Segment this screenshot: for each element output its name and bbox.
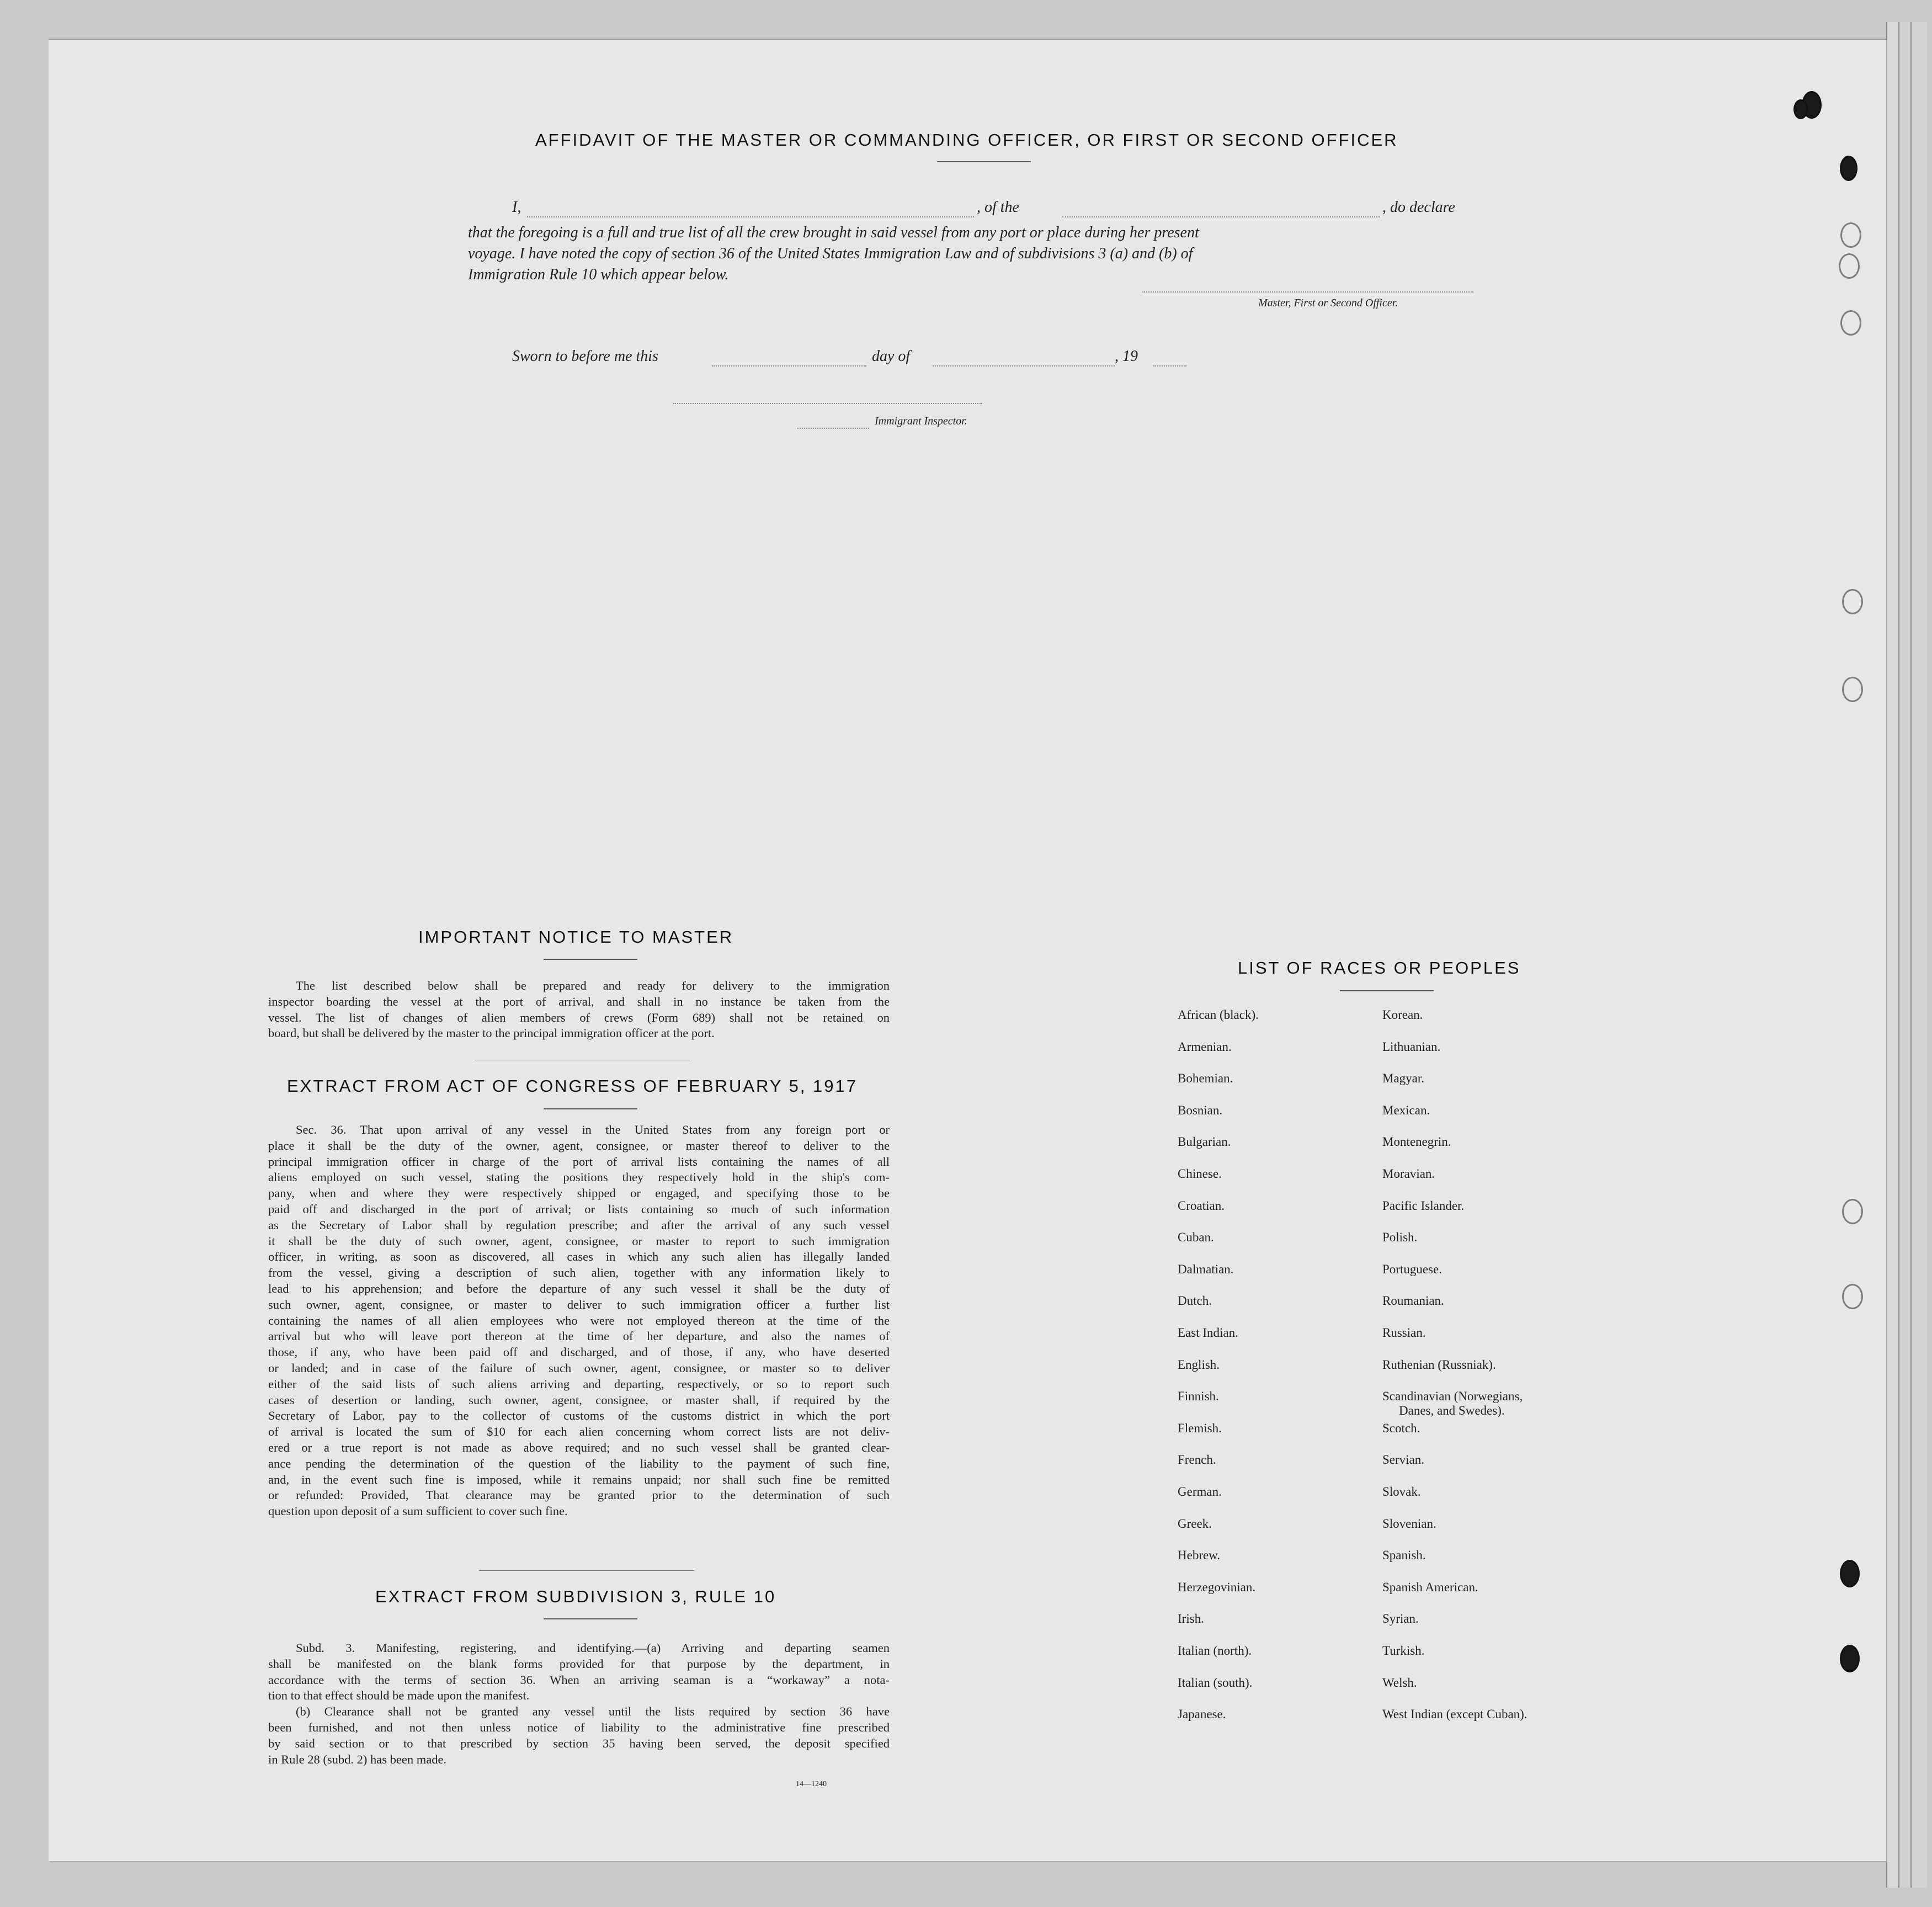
races-divider [1340, 990, 1434, 991]
race-item: Armenian. [1178, 1039, 1232, 1054]
text-line: those, if any, who have been paid off and discharged, and of those, if any, who have deserted [268, 1345, 890, 1359]
text-line: containing the names of all alien employees who were not employed thereon at the time of the [268, 1313, 890, 1327]
race-item: Finnish. [1178, 1389, 1219, 1404]
race-item: Moravian. [1382, 1167, 1435, 1181]
race-item: East Indian. [1178, 1326, 1238, 1340]
race-item: Slovenian. [1382, 1516, 1436, 1531]
notice-title: IMPORTANT NOTICE TO MASTER [418, 927, 734, 947]
race-item: Japanese. [1178, 1707, 1226, 1722]
race-item: Croatian. [1178, 1198, 1225, 1213]
name-fill-line [527, 216, 974, 217]
race-item: Korean. [1382, 1008, 1423, 1022]
binder-hole-icon [1840, 156, 1858, 181]
sworn-year: , 19 [1115, 348, 1138, 365]
form-number: 14—1240 [796, 1780, 827, 1788]
sworn-prefix: Sworn to before me this [512, 348, 658, 365]
text-line: and, in the event such fine is imposed, while it remains unpaid; nor shall such fine be remitted [268, 1472, 890, 1486]
text-line: from the vessel, giving a description of such alien, together with any information likely to [268, 1266, 890, 1280]
races-title: LIST OF RACES OR PEOPLES [1238, 958, 1521, 978]
text-line: board, but shall be delivered by the master to the principal immigration officer at the port. [268, 1026, 715, 1040]
race-item: Lithuanian. [1382, 1039, 1441, 1054]
race-item-continuation: Danes, and Swedes). [1399, 1404, 1505, 1418]
text-line: lead to his apprehension; and before the departure of any such vessel it shall be the duty of [268, 1281, 890, 1295]
race-item: Scandinavian (Norwegians, [1382, 1389, 1523, 1404]
race-item: Ruthenian (Russniak). [1382, 1357, 1496, 1372]
race-item: African (black). [1178, 1008, 1259, 1022]
text-line: such owner, agent, consignee, or master to deliver to such immigration officer a further list [268, 1297, 890, 1311]
race-item: Irish. [1178, 1612, 1204, 1626]
affidavit-of-the: , of the [977, 199, 1019, 216]
vessel-fill-line [1062, 216, 1380, 217]
race-item: Bulgarian. [1178, 1135, 1231, 1149]
race-item: Portuguese. [1382, 1262, 1442, 1276]
race-item: Pacific Islander. [1382, 1198, 1465, 1213]
binder-hole-icon [1793, 99, 1808, 119]
sworn-year-fill-line [1153, 365, 1186, 366]
text-line: been furnished, and not then unless notice of liability to the administrative fine prescribed [268, 1720, 890, 1734]
text-line: ance pending the determination of the question of the liability to the payment of such fine, [268, 1456, 890, 1470]
inspector-signature-line [673, 403, 982, 404]
text-line: ered or a true report is not made as above required; and no such vessel shall be granted clear- [268, 1440, 890, 1454]
race-item: Welsh. [1382, 1675, 1417, 1690]
notice-body [268, 978, 890, 1042]
text-line: or refunded: Provided, That clearance may be granted prior to the determination of such [268, 1488, 890, 1502]
race-item: Polish. [1382, 1230, 1418, 1245]
text-line: question upon deposit of a sum sufficient to cover such fine. [268, 1504, 568, 1518]
text-line: arrival but who will leave port thereon at the time of her departure, and also the names of [268, 1329, 890, 1343]
act-extract-title: EXTRACT FROM ACT OF CONGRESS OF FEBRUARY 5, 1917 [287, 1076, 858, 1096]
page-edge-1 [1886, 22, 1899, 1888]
text-line: in Rule 28 (subd. 2) has been made. [268, 1752, 447, 1766]
binder-hole-icon [1839, 253, 1860, 279]
title-divider [937, 161, 1031, 162]
affidavit-line-2: that the foregoing is a full and true list of all the crew brought in said vessel from any port or place during her present [468, 224, 1199, 241]
text-line: aliens employed on such vessel, stating the positions they respectively hold in the ship's com- [268, 1170, 890, 1184]
race-item: Bosnian. [1178, 1103, 1223, 1117]
race-item: French. [1178, 1453, 1216, 1467]
race-item: German. [1178, 1485, 1222, 1499]
text-line: paid off and discharged in the port of arrival; or lists containing so much of such information [268, 1202, 890, 1216]
text-line: accordance with the terms of section 36. When an arriving seaman is a “workaway” a nota- [268, 1672, 890, 1687]
text-line: pany, when and where they were respectively shipped or engaged, and specifying those to be [268, 1186, 890, 1200]
act-extract-body [268, 1122, 890, 1520]
race-item: Herzegovinian. [1178, 1580, 1256, 1594]
text-line: vessel. The list of changes of alien members of crews (Form 689) shall not be retained on [268, 1010, 890, 1024]
sworn-day-of: day of [872, 348, 911, 365]
master-signature-label: Master, First or Second Officer. [1258, 297, 1398, 309]
rule-extract-body [268, 1640, 890, 1767]
race-item: Servian. [1382, 1453, 1425, 1467]
race-item: Italian (south). [1178, 1675, 1253, 1690]
page-edge-3 [1910, 22, 1927, 1888]
race-item: Scotch. [1382, 1421, 1420, 1435]
race-item: Dalmatian. [1178, 1262, 1234, 1276]
text-line: or landed; and in case of the failure of such owner, agent, consignee, or master so to deliver [268, 1361, 890, 1375]
sworn-month-fill-line [933, 365, 1115, 366]
binder-hole-icon [1842, 589, 1863, 614]
text-line: principal immigration officer in charge of the port of arrival lists containing the names of all [268, 1154, 890, 1168]
race-item: Spanish American. [1382, 1580, 1478, 1594]
binder-hole-icon [1840, 1645, 1860, 1672]
race-item: Bohemian. [1178, 1071, 1233, 1086]
race-item: Syrian. [1382, 1612, 1419, 1626]
text-line: tion to that effect should be made upon the manifest. [268, 1688, 530, 1703]
race-item: Turkish. [1382, 1644, 1425, 1658]
text-line: The list described below shall be prepared and ready for delivery to the immigration [296, 979, 890, 992]
rule-extract-title: EXTRACT FROM SUBDIVISION 3, RULE 10 [375, 1587, 776, 1606]
section-divider [479, 1570, 694, 1571]
affidavit-line-4: Immigration Rule 10 which appear below. [468, 266, 729, 283]
race-item: West Indian (except Cuban). [1382, 1707, 1527, 1722]
race-item: Spanish. [1382, 1548, 1426, 1563]
race-item: Mexican. [1382, 1103, 1430, 1117]
race-item: Roumanian. [1382, 1294, 1444, 1308]
binder-hole-icon [1840, 1560, 1860, 1587]
race-item: Cuban. [1178, 1230, 1214, 1245]
affidavit-i: I, [512, 199, 521, 216]
race-item: Hebrew. [1178, 1548, 1221, 1563]
sworn-day-fill-line [712, 365, 866, 366]
text-line: inspector boarding the vessel at the port of arrival, and shall in no instance be taken from the [268, 994, 890, 1008]
binder-hole-icon [1840, 310, 1861, 336]
inspector-lead-line [797, 428, 869, 429]
affidavit-title: AFFIDAVIT OF THE MASTER OR COMMANDING OFFICER, OR FIRST OR SECOND OFFICER [535, 130, 1398, 150]
text-line: Secretary of Labor, pay to the collector of customs of the customs district in which the port [268, 1409, 890, 1423]
text-line: Sec. 36. That upon arrival of any vessel in the United States from any foreign port or [296, 1123, 890, 1136]
binder-hole-icon [1842, 1199, 1863, 1224]
text-line: of arrival is located the sum of $10 for each alien concerning whom correct lists are not deliv- [268, 1425, 890, 1439]
race-item: Montenegrin. [1382, 1135, 1451, 1149]
race-item: Dutch. [1178, 1294, 1212, 1308]
race-item: Slovak. [1382, 1485, 1421, 1499]
notice-divider [544, 959, 637, 960]
text-line: by said section or to that prescribed by section 35 having been served, the deposit specified [268, 1736, 890, 1750]
page-edge-2 [1898, 22, 1912, 1888]
race-item: Greek. [1178, 1516, 1212, 1531]
binder-hole-icon [1840, 222, 1861, 248]
text-line: shall be manifested on the blank forms provided for that purpose by the department, in [268, 1656, 890, 1671]
text-line: either of the said lists of such aliens arriving and departing, respectively, or so to report such [268, 1377, 890, 1391]
document-page [49, 39, 1886, 1861]
rule-divider [544, 1618, 637, 1619]
text-line: as the Secretary of Labor shall by regulation prescribe; and after the arrival of any such vessel [268, 1218, 890, 1232]
race-item: Russian. [1382, 1326, 1426, 1340]
race-item: English. [1178, 1357, 1220, 1372]
text-line: officer, in writing, as soon as discovered, all cases in which any such alien has illegally landed [268, 1250, 890, 1264]
race-item: Magyar. [1382, 1071, 1425, 1086]
act-divider [544, 1108, 637, 1109]
inspector-label: Immigrant Inspector. [875, 415, 967, 427]
text-line: (b) Clearance shall not be granted any vessel until the lists required by section 36 have [296, 1704, 890, 1719]
text-line: cases of desertion or landing, such owner, agent, consignee, or master shall, if required by the [268, 1393, 890, 1407]
text-line: it shall be the duty of such owner, agent, consignee, or master to report to such immigration [268, 1234, 890, 1248]
affidavit-do-declare: , do declare [1382, 199, 1455, 216]
race-item: Chinese. [1178, 1167, 1222, 1181]
text-line: Subd. 3. Manifesting, registering, and identifying.—(a) Arriving and departing seamen [296, 1641, 890, 1655]
binder-hole-icon [1842, 1284, 1863, 1309]
race-item: Italian (north). [1178, 1644, 1252, 1658]
affidavit-line-3: voyage. I have noted the copy of section 36 of the United States Immigration Law and of subdivisions 3 (a) and (b) of [468, 245, 1193, 262]
text-line: place it shall be the duty of the owner, agent, consignee, or master thereof to deliver to the [268, 1138, 890, 1152]
binder-hole-icon [1842, 677, 1863, 702]
master-signature-line [1142, 291, 1473, 293]
race-item: Flemish. [1178, 1421, 1222, 1435]
